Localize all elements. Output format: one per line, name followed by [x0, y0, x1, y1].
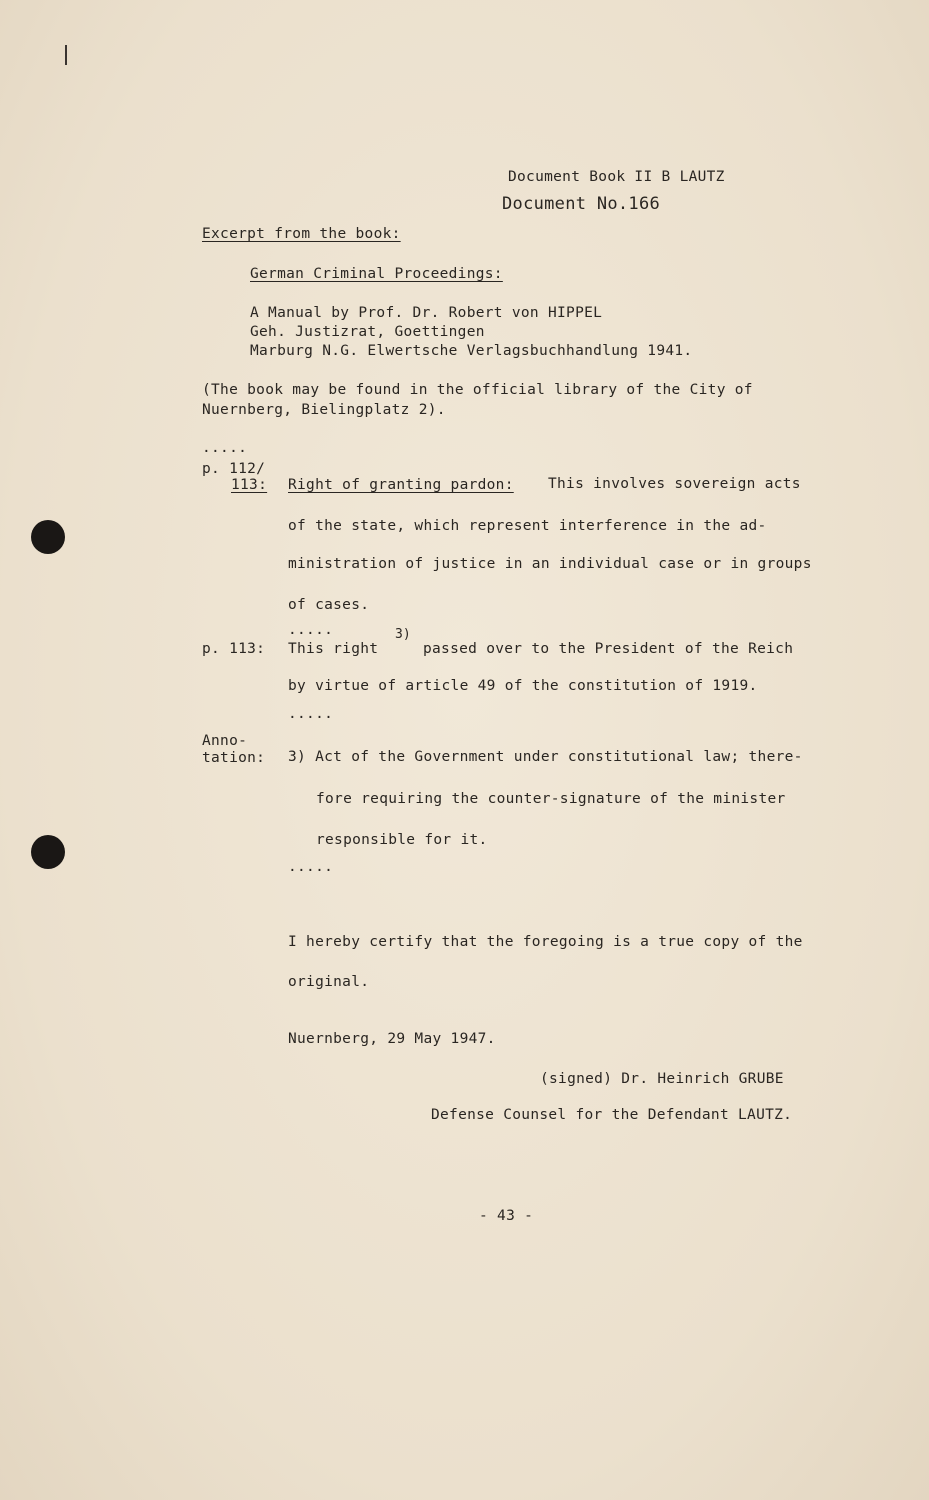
entry1-heading: Right of granting pardon:: [288, 477, 514, 493]
entry1-page-line-2: 113:: [231, 477, 268, 493]
entry2-page: p. 113:: [202, 641, 266, 657]
entry1-line-1: This involves sovereign acts: [548, 476, 801, 492]
document-book-label: Document Book II B LAUTZ: [508, 169, 725, 185]
margin-mark: [65, 45, 67, 65]
book-info-line-1: A Manual by Prof. Dr. Robert von HIPPEL: [250, 305, 603, 321]
annotation-line-1: 3) Act of the Government under constitutional law; there-: [288, 749, 803, 765]
book-info-line-3: Marburg N.G. Elwertsche Verlagsbuchhandlung 1941.: [250, 343, 693, 359]
punch-hole-top: [31, 520, 65, 554]
certification-line-2: original.: [288, 974, 370, 990]
entry1-page-line-1: p. 112/: [202, 461, 266, 477]
entry2-footnote-ref: 3): [395, 627, 411, 642]
signature: (signed) Dr. Heinrich GRUBE: [540, 1071, 784, 1087]
annotation-label-1: Anno-: [202, 733, 248, 749]
entry1-line-2: of the state, which represent interference in the ad-: [288, 518, 767, 534]
entry2-line-2: by virtue of article 49 of the constitution of 1919.: [288, 678, 758, 694]
entry2-line-1a: This right: [288, 641, 379, 657]
location-note-line-2: Nuernberg, Bielingplatz 2).: [202, 402, 446, 418]
ellipsis-2: .....: [288, 622, 334, 638]
document-number: Document No.166: [502, 194, 661, 214]
signature-title: Defense Counsel for the Defendant LAUTZ.: [431, 1107, 793, 1123]
annotation-line-2: fore requiring the counter-signature of the minister: [316, 791, 786, 807]
entry2-line-1b: passed over to the President of the Reich: [423, 641, 794, 657]
place-date: Nuernberg, 29 May 1947.: [288, 1031, 496, 1047]
annotation-line-3: responsible for it.: [316, 832, 488, 848]
ellipsis-3: .....: [288, 706, 334, 722]
book-info-line-2: Geh. Justizrat, Goettingen: [250, 324, 485, 340]
certification-line-1: I hereby certify that the foregoing is a true copy of the: [288, 934, 803, 950]
location-note-line-1: (The book may be found in the official library of the City of: [202, 382, 753, 398]
annotation-label-2: tation:: [202, 750, 266, 766]
entry1-line-3: ministration of justice in an individual case or in groups: [288, 556, 812, 572]
entry1-line-4: of cases.: [288, 597, 370, 613]
book-title: German Criminal Proceedings:: [250, 266, 503, 282]
ellipsis-4: .....: [288, 859, 334, 875]
page-number: - 43 -: [479, 1208, 534, 1224]
excerpt-heading: Excerpt from the book:: [202, 226, 401, 242]
punch-hole-bottom: [31, 835, 65, 869]
ellipsis-1: .....: [202, 440, 248, 456]
